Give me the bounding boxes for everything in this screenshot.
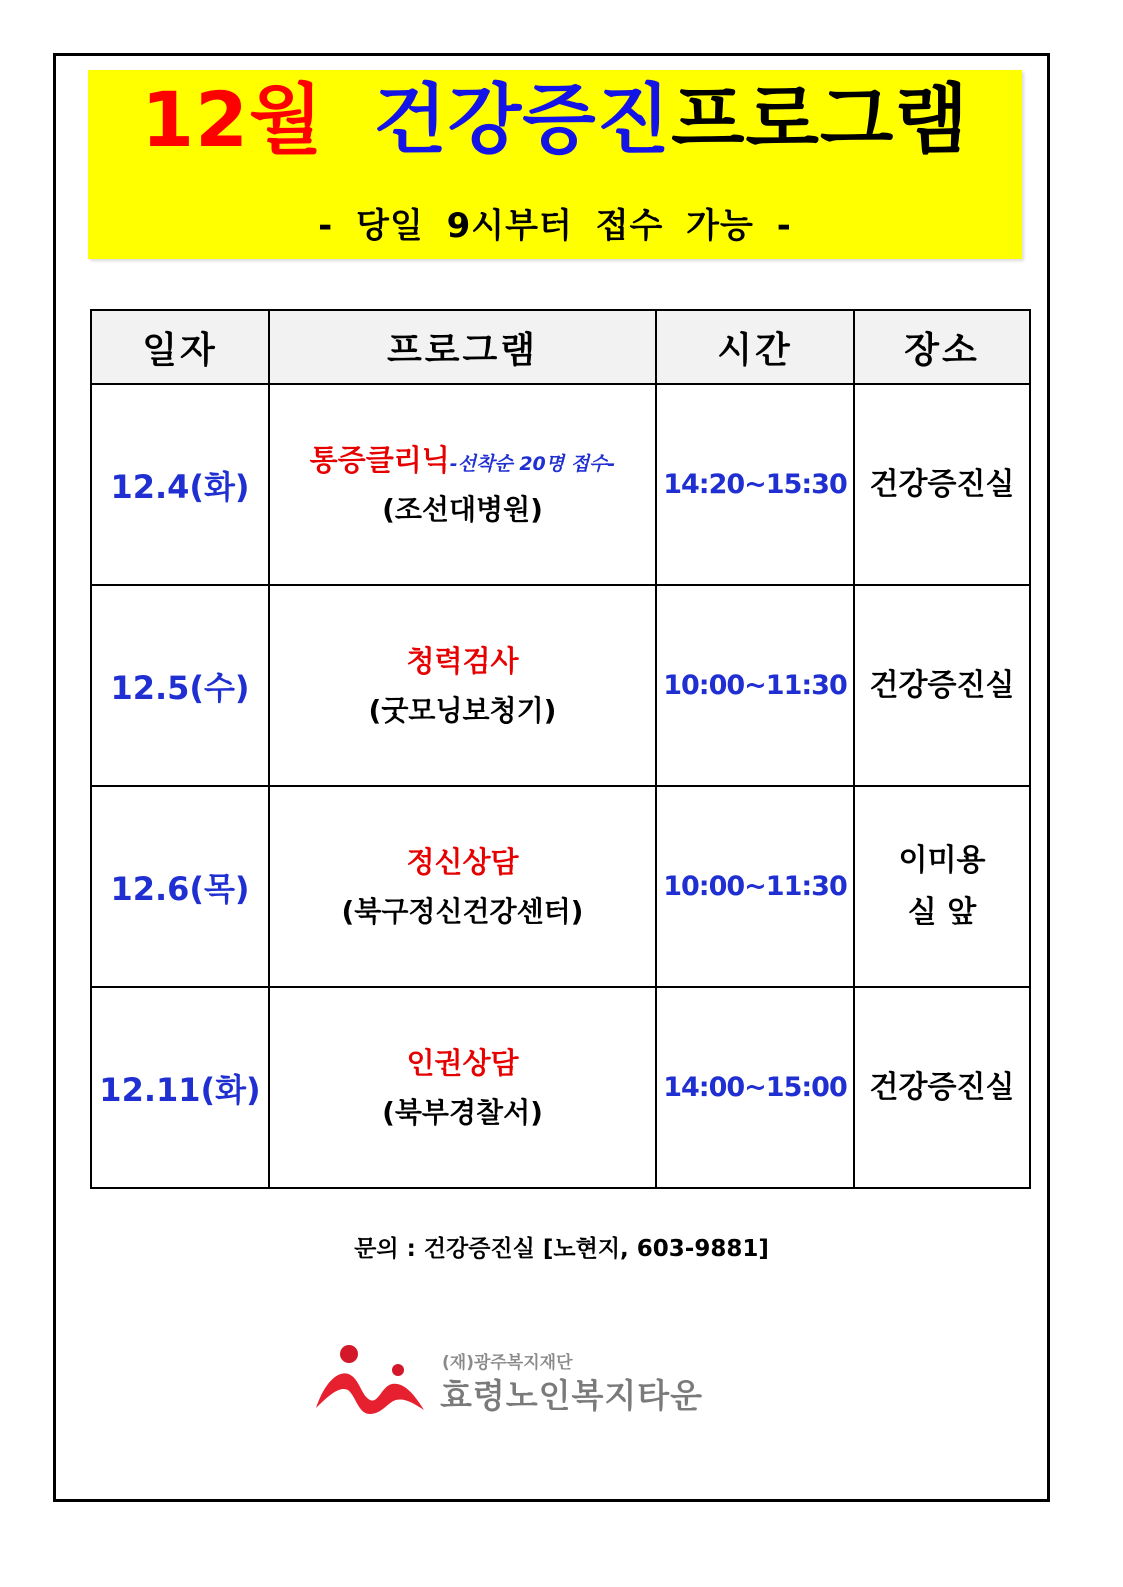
page-title <box>88 74 1022 166</box>
title-month: 12월 <box>141 75 324 164</box>
program-name: 정신상담 <box>406 844 519 879</box>
program-name: 인권상담 <box>406 1045 519 1080</box>
row-program-cell <box>269 585 656 786</box>
program-org: (북부경찰서) <box>382 1095 543 1129</box>
row-time: 10:00~11:30 <box>656 786 854 987</box>
column-header-place: 장소 <box>854 310 1030 384</box>
row-place <box>854 786 1030 987</box>
column-header-time: 시간 <box>656 310 854 384</box>
row-place: 건강증진실 <box>854 384 1030 585</box>
row-time: 10:00~11:30 <box>656 585 854 786</box>
column-header-program: 프로그램 <box>269 310 656 384</box>
program-org: (굿모닝보청기) <box>368 693 557 727</box>
table-row <box>91 384 1030 585</box>
row-date: 12.5(수) <box>91 585 269 786</box>
program-org: (조선대병원) <box>382 492 543 526</box>
row-time: 14:20~15:30 <box>656 384 854 585</box>
organization-name: 효령노인복지타운 <box>440 1376 704 1415</box>
row-place: 건강증진실 <box>854 585 1030 786</box>
column-header-date: 일자 <box>91 310 269 384</box>
row-program-cell <box>269 786 656 987</box>
place-text: 이미용실 앞 <box>898 842 986 930</box>
table-row <box>91 786 1030 987</box>
program-note: -선착순 20명 접수- <box>449 452 616 475</box>
page-subtitle: - 당일 9시부터 접수 가능 - <box>318 206 792 246</box>
inquiry-text: 문의 : 건강증진실 [노현지, 603-9881] <box>354 1236 769 1262</box>
row-date: 12.11(화) <box>91 987 269 1188</box>
title-program: 프로그램 <box>671 75 969 164</box>
schedule-table <box>90 309 1031 1189</box>
program-name: 청력검사 <box>406 643 519 678</box>
table-row <box>91 585 1030 786</box>
row-time: 14:00~15:00 <box>656 987 854 1188</box>
hyoryeong-logo-icon <box>312 1344 428 1424</box>
program-name: 통증클리닉 <box>309 442 450 477</box>
organization-logo <box>312 1338 782 1428</box>
table-row <box>91 987 1030 1188</box>
program-org: (북구정신건강센터) <box>341 894 584 928</box>
row-program-cell <box>269 384 656 585</box>
foundation-name: (재)광주복지재단 <box>442 1353 573 1373</box>
table-header-row <box>91 310 1030 384</box>
row-date: 12.4(화) <box>91 384 269 585</box>
row-date: 12.6(목) <box>91 786 269 987</box>
title-banner <box>88 70 1022 259</box>
row-program-cell <box>269 987 656 1188</box>
title-health: 건강증진 <box>373 75 672 164</box>
row-place: 건강증진실 <box>854 987 1030 1188</box>
